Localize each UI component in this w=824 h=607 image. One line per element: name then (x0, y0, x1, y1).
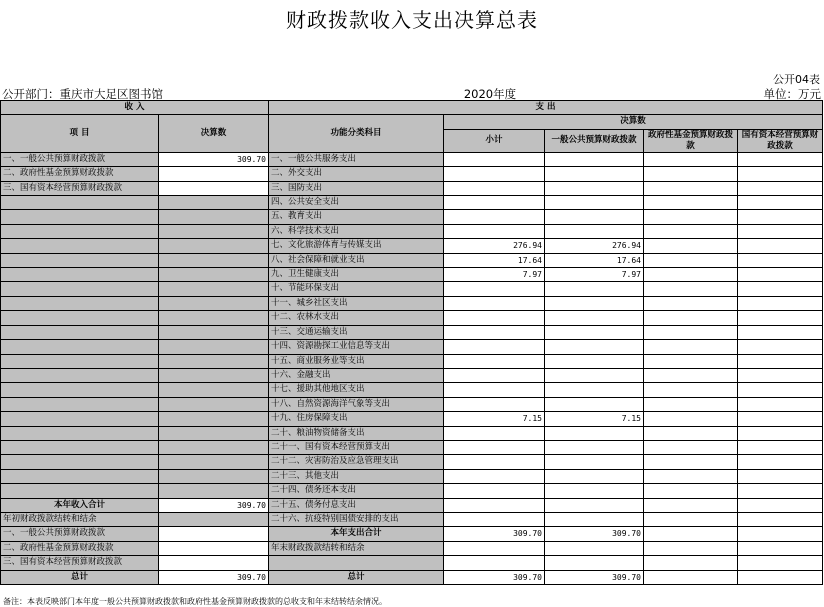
expense-item-subtotal-cell (444, 210, 545, 224)
expense-item-general-budget-cell (545, 311, 644, 325)
income-empty-value (159, 224, 269, 238)
carryover-begin-label: 年初财政拨款结转和结余 (1, 512, 159, 526)
expense-item-subtotal-cell (444, 498, 545, 512)
income-empty-label (1, 354, 159, 368)
table-row (1, 412, 823, 426)
income-total-label: 本年收入合计 (1, 498, 159, 512)
grand-total-income-label: 总计 (1, 570, 159, 584)
income-empty-label (1, 397, 159, 411)
income-item-value: 309.70 (159, 152, 269, 166)
expense-item-subtotal-cell (444, 340, 545, 354)
income-empty-value (159, 196, 269, 210)
table-row (1, 325, 823, 339)
income-empty-label (1, 426, 159, 440)
expense-item-gov-fund-cell (644, 239, 738, 253)
income-empty-value (159, 484, 269, 498)
income-empty-value (159, 455, 269, 469)
expense-item-subtotal-cell (444, 152, 545, 166)
expense-item-state-capital-cell (738, 354, 823, 368)
expense-item-gov-fund-cell (644, 311, 738, 325)
expense-item-label: 十、节能环保支出 (269, 282, 444, 296)
expense-item-general-budget-cell (545, 397, 644, 411)
income-item-label: 二、政府性基金预算财政拨款 (1, 167, 159, 181)
carryover-end-label: 年末财政拨款结转和结余 (269, 541, 444, 555)
expense-item-state-capital-cell (738, 210, 823, 224)
expense-item-label: 十一、城乡社区支出 (269, 296, 444, 310)
income-empty-label (1, 325, 159, 339)
expense-item-subtotal-cell (444, 224, 545, 238)
income-empty-value (159, 268, 269, 282)
expense-item-gov-fund-cell (644, 181, 738, 195)
expense-item-general-budget-cell (545, 152, 644, 166)
expense-item-label: 二十四、债务还本支出 (269, 484, 444, 498)
expense-item-label: 二十一、国有资本经营预算支出 (269, 440, 444, 454)
carryover-end-state-capital-cell (738, 541, 823, 555)
expense-item-general-budget-cell (545, 354, 644, 368)
carryover-begin-item-label: 三、国有资本经营预算财政拨款 (1, 556, 159, 570)
expense-item-label: 二十二、灾害防治及应急管理支出 (269, 455, 444, 469)
column-header-row-1 (1, 115, 823, 129)
expense-item-general-budget-cell (545, 368, 644, 382)
income-empty-value (159, 340, 269, 354)
expense-item-gov-fund-cell (644, 440, 738, 454)
expense-item-label: 二十、粮油物资储备支出 (269, 426, 444, 440)
table-row (1, 296, 823, 310)
table-row (1, 556, 823, 570)
expense-item-label: 十五、商业服务业等支出 (269, 354, 444, 368)
income-empty-value (159, 397, 269, 411)
form-code: 公开04表 (773, 73, 820, 86)
expense-item-state-capital-cell (738, 469, 823, 483)
expense-item-gov-fund-cell (644, 512, 738, 526)
expense-total-general-budget-cell: 309.70 (545, 527, 644, 541)
income-empty-value (159, 368, 269, 382)
expense-item-state-capital-cell (738, 152, 823, 166)
expense-item-label: 五、教育支出 (269, 210, 444, 224)
expense-item-gov-fund-cell (644, 268, 738, 282)
expense-item-gov-fund-cell (644, 152, 738, 166)
expense-item-subtotal-cell (444, 325, 545, 339)
expense-item-subtotal-cell (444, 440, 545, 454)
expense-item-label: 一、一般公共服务支出 (269, 152, 444, 166)
table-row (1, 152, 823, 166)
expense-item-state-capital-cell (738, 455, 823, 469)
income-empty-value (159, 282, 269, 296)
expense-item-gov-fund-cell (644, 469, 738, 483)
table-row (1, 469, 823, 483)
grand-total-gov-fund (644, 570, 738, 584)
expense-item-label: 六、科学技术支出 (269, 224, 444, 238)
expense-item-label: 十七、援助其他地区支出 (269, 383, 444, 397)
carryover-begin-value (159, 512, 269, 526)
income-empty-label (1, 296, 159, 310)
table-row (1, 340, 823, 354)
expense-item-subtotal-cell: 17.64 (444, 253, 545, 267)
table-row (1, 498, 823, 512)
expense-item-state-capital-cell (738, 484, 823, 498)
income-total-value: 309.70 (159, 498, 269, 512)
expense-item-label: 二十三、其他支出 (269, 469, 444, 483)
expense-item-general-budget-cell (545, 484, 644, 498)
expense-item-state-capital-cell (738, 512, 823, 526)
footnote: 备注：本表反映部门本年度一般公共预算财政拨款和政府性基金预算财政拨款的总收支和年末结转结余情况。 (3, 597, 387, 606)
expense-item-state-capital-cell (738, 498, 823, 512)
table-row (1, 196, 823, 210)
expense-item-general-budget-cell (545, 340, 644, 354)
expense-item-general-budget-cell (545, 426, 644, 440)
carryover-begin-item-value (159, 527, 269, 541)
table-row (1, 224, 823, 238)
income-section-header: 收 入 (1, 101, 269, 115)
expense-item-label: 十三、交通运输支出 (269, 325, 444, 339)
table-row (1, 354, 823, 368)
expense-item-state-capital-cell (738, 167, 823, 181)
expense-item-state-capital-cell (738, 282, 823, 296)
expense-item-gov-fund-cell (644, 325, 738, 339)
expense-item-general-budget-cell (545, 296, 644, 310)
final-amount-header: 决算数 (159, 115, 269, 152)
carryover-begin-item-value (159, 541, 269, 555)
expense-item-state-capital-cell (738, 239, 823, 253)
table-row (1, 484, 823, 498)
unit-label: 单位：万元 (763, 87, 821, 101)
expense-item-state-capital-cell (738, 296, 823, 310)
income-item-value (159, 181, 269, 195)
expense-item-subtotal-cell: 276.94 (444, 239, 545, 253)
expense-item-subtotal-cell: 7.97 (444, 268, 545, 282)
expense-item-gov-fund-cell (644, 412, 738, 426)
grand-total-expense-label: 总计 (269, 570, 444, 584)
income-empty-value (159, 412, 269, 426)
expense-item-label: 十二、农林水支出 (269, 311, 444, 325)
expense-item-subtotal-cell (444, 354, 545, 368)
expense-item-general-budget-cell (545, 181, 644, 195)
income-empty-label (1, 412, 159, 426)
expense-item-general-budget-cell (545, 455, 644, 469)
expense-item-gov-fund-cell (644, 484, 738, 498)
expense-empty-subtotal (444, 556, 545, 570)
income-empty-value (159, 296, 269, 310)
expense-item-state-capital-cell (738, 311, 823, 325)
grand-total-row (1, 570, 823, 584)
table-row (1, 426, 823, 440)
income-empty-label (1, 311, 159, 325)
expense-total-subtotal-cell: 309.70 (444, 527, 545, 541)
department-label: 公开部门：重庆市大足区图书馆 (2, 87, 163, 101)
expense-item-state-capital-cell (738, 397, 823, 411)
general-budget-header: 一般公共预算财政拨款 (545, 129, 644, 152)
subtotal-header: 小计 (444, 129, 545, 152)
expense-item-state-capital-cell (738, 368, 823, 382)
expense-total-gov-fund-cell (644, 527, 738, 541)
grand-total-state-capital (738, 570, 823, 584)
expense-item-subtotal-cell (444, 484, 545, 498)
income-empty-label (1, 340, 159, 354)
expense-item-general-budget-cell: 17.64 (545, 253, 644, 267)
table-row (1, 527, 823, 541)
income-empty-label (1, 484, 159, 498)
income-empty-value (159, 253, 269, 267)
grand-total-income-value: 309.70 (159, 570, 269, 584)
expense-item-state-capital-cell (738, 253, 823, 267)
carryover-end-general-budget-cell (545, 541, 644, 555)
grand-total-general-budget: 309.70 (545, 570, 644, 584)
carryover-end-subtotal-cell (444, 541, 545, 555)
expense-item-subtotal-cell (444, 512, 545, 526)
carryover-end-gov-fund-cell (644, 541, 738, 555)
table-row (1, 253, 823, 267)
expense-item-label: 四、公共安全支出 (269, 196, 444, 210)
table-row (1, 383, 823, 397)
expense-item-general-budget-cell (545, 224, 644, 238)
table-row (1, 268, 823, 282)
expense-item-subtotal-cell (444, 196, 545, 210)
income-empty-label (1, 224, 159, 238)
expense-empty-gov-fund (644, 556, 738, 570)
expense-item-gov-fund-cell (644, 282, 738, 296)
expense-item-gov-fund-cell (644, 455, 738, 469)
expense-item-subtotal-cell (444, 383, 545, 397)
expense-item-subtotal-cell (444, 311, 545, 325)
expense-item-state-capital-cell (738, 196, 823, 210)
expense-item-general-budget-cell (545, 282, 644, 296)
expense-item-general-budget-cell (545, 196, 644, 210)
expense-item-general-budget-cell (545, 498, 644, 512)
expense-item-subtotal-cell: 7.15 (444, 412, 545, 426)
carryover-begin-item-label: 二、政府性基金预算财政拨款 (1, 541, 159, 555)
expense-total-state-capital-cell (738, 527, 823, 541)
gov-fund-header: 政府性基金预算财政拨款 (644, 129, 738, 152)
income-empty-value (159, 383, 269, 397)
expense-total-label: 本年支出合计 (269, 527, 444, 541)
expense-item-gov-fund-cell (644, 210, 738, 224)
expense-empty-label (269, 556, 444, 570)
expense-item-general-budget-cell (545, 325, 644, 339)
expense-item-gov-fund-cell (644, 196, 738, 210)
income-empty-label (1, 196, 159, 210)
expense-empty-general-budget (545, 556, 644, 570)
expense-item-subtotal-cell (444, 469, 545, 483)
income-item-label: 一、一般公共预算财政拨款 (1, 152, 159, 166)
income-empty-label (1, 368, 159, 382)
expense-item-subtotal-cell (444, 167, 545, 181)
income-empty-label (1, 282, 159, 296)
expense-item-label: 九、卫生健康支出 (269, 268, 444, 282)
expense-item-subtotal-cell (444, 455, 545, 469)
expense-item-state-capital-cell (738, 325, 823, 339)
expense-item-label: 十九、住房保障支出 (269, 412, 444, 426)
state-capital-header: 国有资本经营预算财政拨款 (738, 129, 823, 152)
expense-item-subtotal-cell (444, 282, 545, 296)
expense-item-subtotal-cell (444, 368, 545, 382)
expense-item-state-capital-cell (738, 426, 823, 440)
carryover-begin-item-label: 一、一般公共预算财政拨款 (1, 527, 159, 541)
income-empty-value (159, 426, 269, 440)
table-row (1, 311, 823, 325)
expense-item-subtotal-cell (444, 296, 545, 310)
expense-item-gov-fund-cell (644, 224, 738, 238)
function-category-header: 功能分类科目 (269, 115, 444, 152)
expense-item-general-budget-cell (545, 469, 644, 483)
income-empty-value (159, 311, 269, 325)
income-item-label: 三、国有资本经营预算财政拨款 (1, 181, 159, 195)
table-row (1, 167, 823, 181)
table-row (1, 455, 823, 469)
table-row (1, 210, 823, 224)
expense-section-header: 支 出 (269, 101, 823, 115)
final-amount-group-header: 决算数 (444, 115, 823, 129)
table-row (1, 181, 823, 195)
expense-item-state-capital-cell (738, 340, 823, 354)
income-empty-label (1, 455, 159, 469)
expense-item-gov-fund-cell (644, 354, 738, 368)
income-empty-value (159, 239, 269, 253)
income-empty-label (1, 239, 159, 253)
table-row (1, 282, 823, 296)
income-empty-value (159, 440, 269, 454)
income-empty-label (1, 210, 159, 224)
expense-item-gov-fund-cell (644, 340, 738, 354)
income-empty-value (159, 354, 269, 368)
expense-item-label: 十八、自然资源海洋气象等支出 (269, 397, 444, 411)
expense-item-label: 二、外交支出 (269, 167, 444, 181)
expense-item-state-capital-cell (738, 412, 823, 426)
expense-item-gov-fund-cell (644, 368, 738, 382)
expense-item-general-budget-cell (545, 167, 644, 181)
table-row (1, 512, 823, 526)
table-row (1, 239, 823, 253)
table-row (1, 397, 823, 411)
expense-item-general-budget-cell (545, 383, 644, 397)
expense-item-gov-fund-cell (644, 383, 738, 397)
expense-item-state-capital-cell (738, 181, 823, 195)
expense-item-label: 十四、资源勘探工业信息等支出 (269, 340, 444, 354)
expense-item-gov-fund-cell (644, 253, 738, 267)
expense-item-gov-fund-cell (644, 498, 738, 512)
table-row (1, 368, 823, 382)
expense-empty-state-capital (738, 556, 823, 570)
expense-item-state-capital-cell (738, 224, 823, 238)
expense-item-label: 二十五、债务付息支出 (269, 498, 444, 512)
grand-total-subtotal: 309.70 (444, 570, 545, 584)
expense-item-general-budget-cell: 7.97 (545, 268, 644, 282)
budget-summary-table (0, 100, 823, 585)
expense-item-label: 三、国防支出 (269, 181, 444, 195)
page-title: 财政拨款收入支出决算总表 (286, 8, 538, 32)
expense-item-gov-fund-cell (644, 167, 738, 181)
income-empty-label (1, 440, 159, 454)
expense-item-label: 七、文化旅游体育与传媒支出 (269, 239, 444, 253)
income-empty-label (1, 268, 159, 282)
expense-item-subtotal-cell (444, 181, 545, 195)
expense-item-gov-fund-cell (644, 296, 738, 310)
income-empty-value (159, 325, 269, 339)
income-item-value (159, 167, 269, 181)
expense-item-label: 十六、金融支出 (269, 368, 444, 382)
expense-item-label: 二十六、抗疫特别国债安排的支出 (269, 512, 444, 526)
expense-item-state-capital-cell (738, 268, 823, 282)
table-row (1, 440, 823, 454)
expense-item-general-budget-cell (545, 512, 644, 526)
expense-item-gov-fund-cell (644, 426, 738, 440)
table-row (1, 541, 823, 555)
income-empty-value (159, 469, 269, 483)
item-header: 项 目 (1, 115, 159, 152)
section-header-row (1, 101, 823, 115)
carryover-begin-item-value (159, 556, 269, 570)
income-empty-label (1, 469, 159, 483)
expense-item-subtotal-cell (444, 426, 545, 440)
expense-item-label: 八、社会保障和就业支出 (269, 253, 444, 267)
income-empty-value (159, 210, 269, 224)
income-empty-label (1, 253, 159, 267)
income-empty-label (1, 383, 159, 397)
expense-item-gov-fund-cell (644, 397, 738, 411)
year-label: 2020年度 (463, 87, 517, 101)
expense-item-general-budget-cell (545, 210, 644, 224)
expense-item-general-budget-cell: 7.15 (545, 412, 644, 426)
expense-item-state-capital-cell (738, 440, 823, 454)
expense-item-state-capital-cell (738, 383, 823, 397)
expense-item-subtotal-cell (444, 397, 545, 411)
expense-item-general-budget-cell: 276.94 (545, 239, 644, 253)
expense-item-general-budget-cell (545, 440, 644, 454)
